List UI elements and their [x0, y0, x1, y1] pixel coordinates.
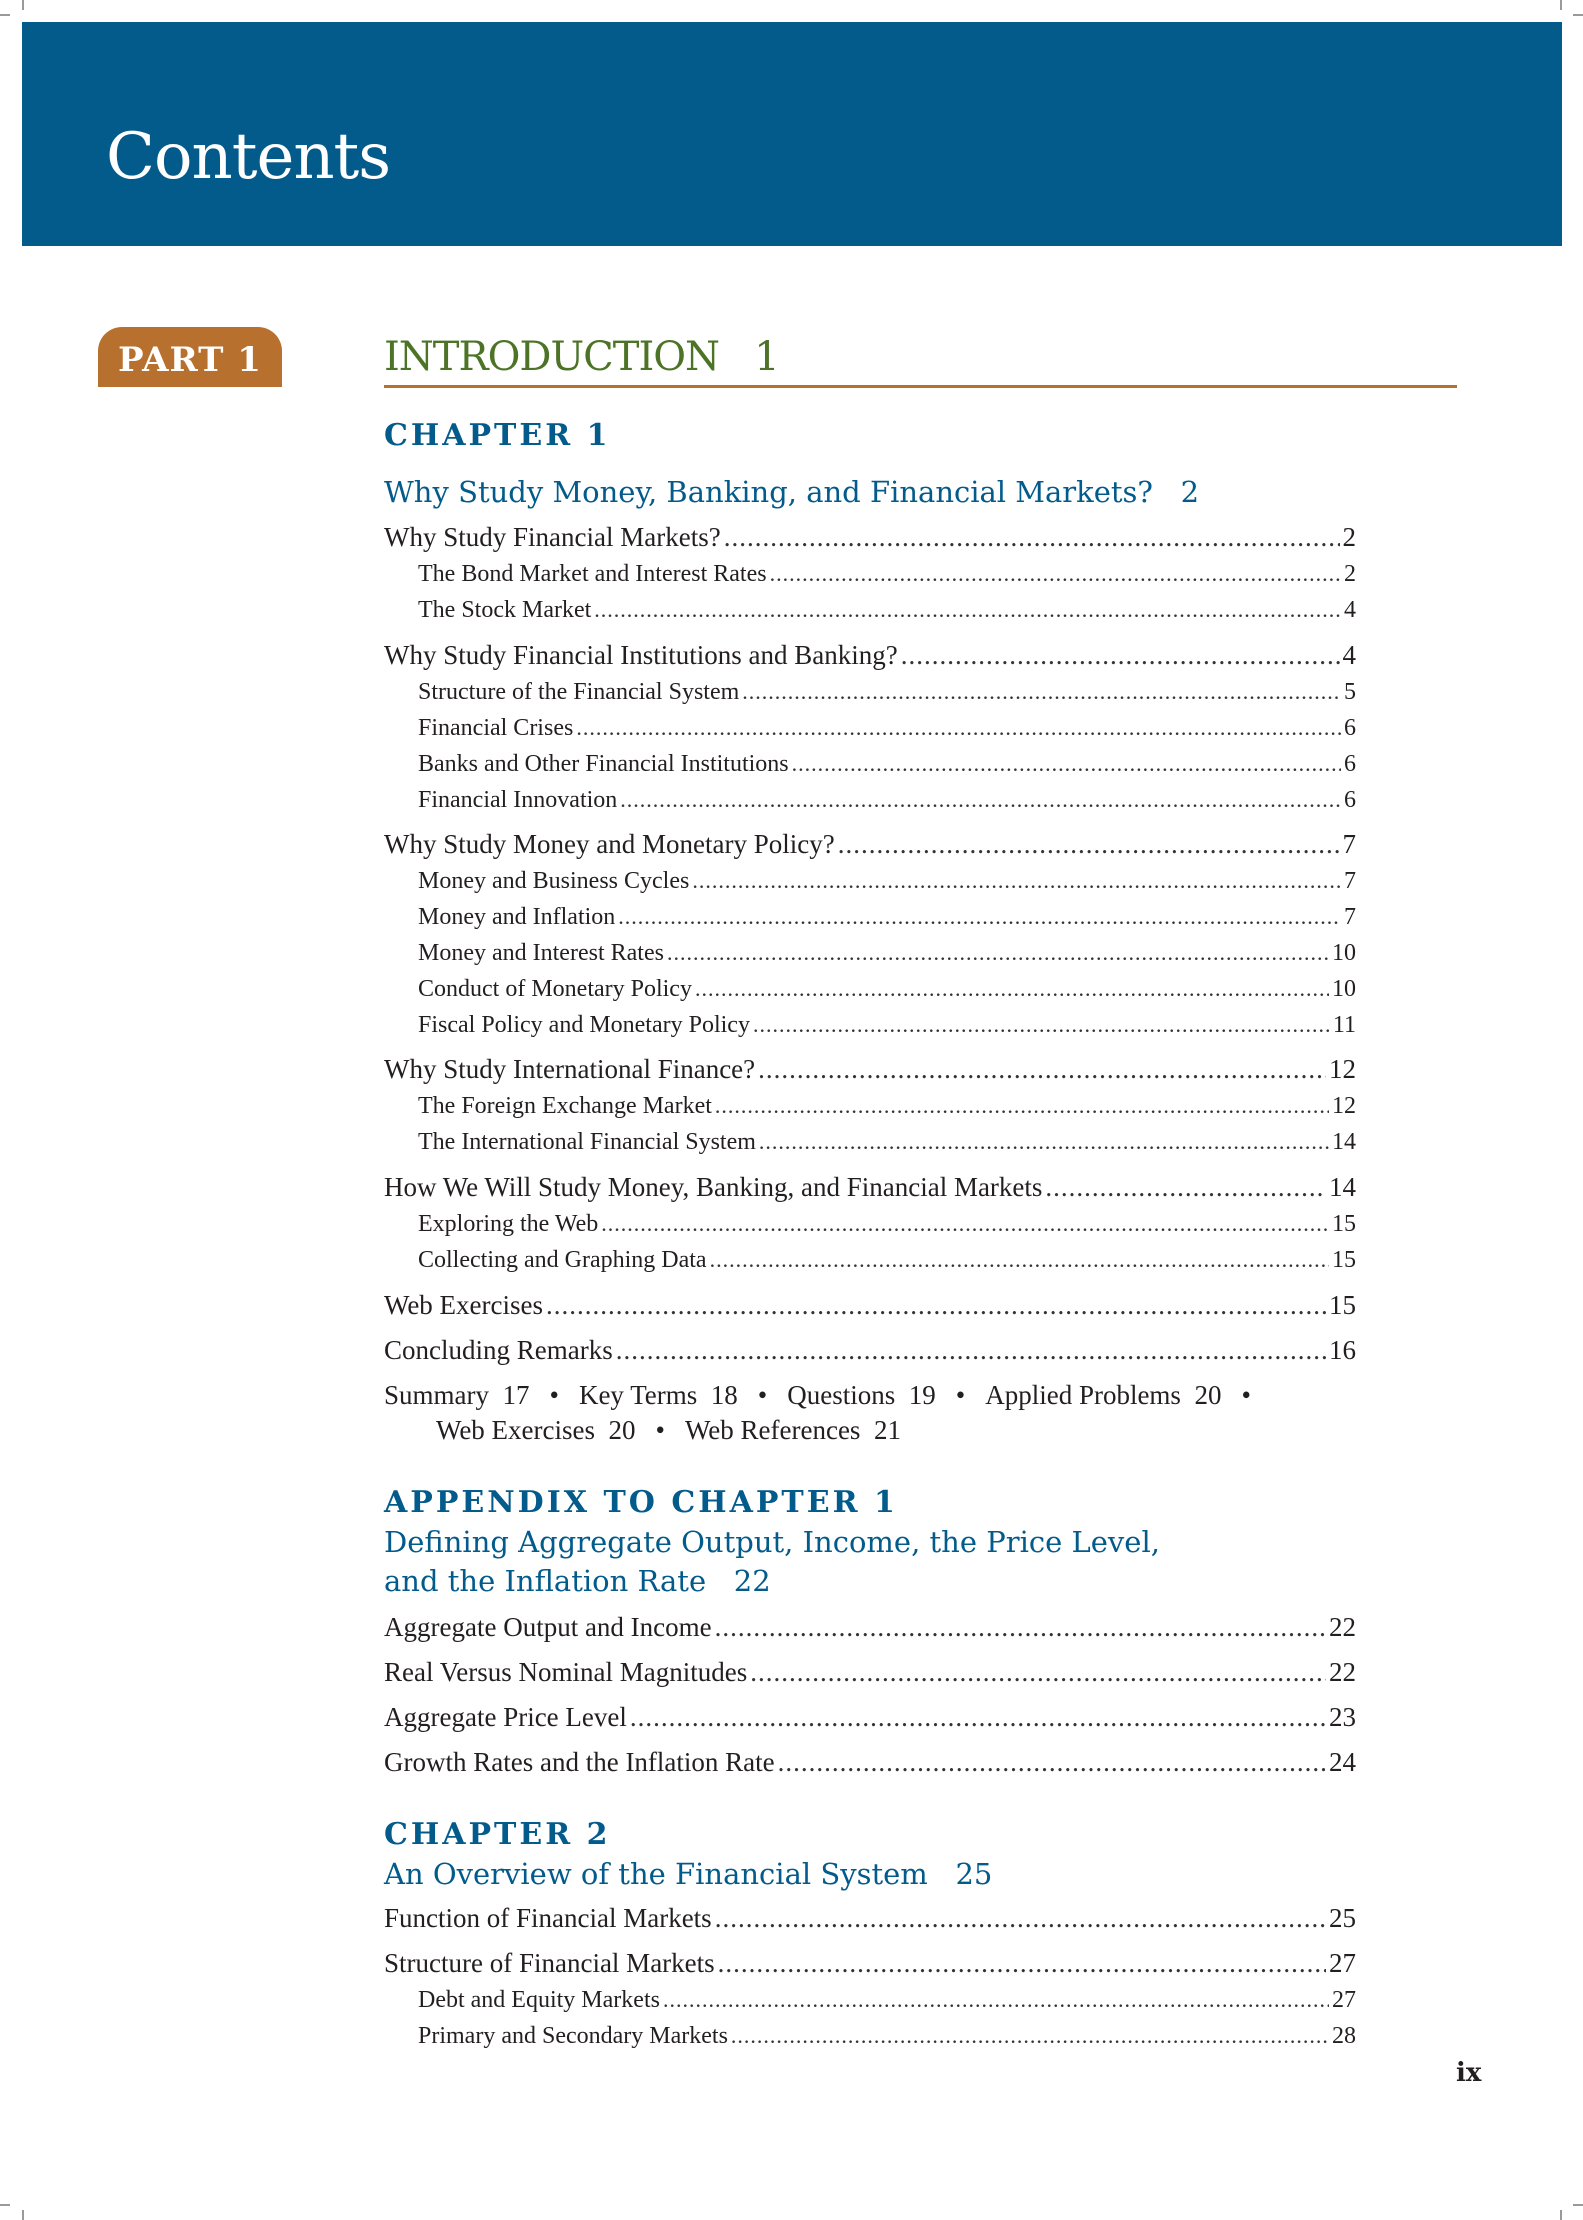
crop-mark [22, 2210, 24, 2220]
toc-entry[interactable] [384, 640, 1356, 671]
toc-entry-text: Concluding Remarks [384, 1335, 613, 1365]
toc-entry-page: 12 [1332, 1093, 1356, 1119]
dot-leader [742, 679, 1341, 706]
end-matter-page: 19 [908, 1380, 936, 1410]
chapter-end-matter [384, 1380, 1271, 1446]
toc-subentry[interactable] [384, 2023, 1356, 2050]
toc-entry-text: The Foreign Exchange Market [418, 1093, 712, 1119]
end-matter-item[interactable] [787, 1380, 936, 1410]
toc-entry-text: Real Versus Nominal Magnitudes [384, 1657, 748, 1687]
dot-leader [630, 1702, 1326, 1733]
toc-entry-page: 6 [1344, 715, 1356, 741]
crop-mark [1560, 2210, 1562, 2220]
dot-leader [838, 829, 1340, 860]
toc-subentry[interactable] [384, 597, 1356, 624]
crop-mark [0, 14, 10, 16]
dot-leader [576, 715, 1341, 742]
toc-subentry[interactable] [384, 1093, 1356, 1120]
toc-entry-page: 16 [1329, 1335, 1356, 1365]
dot-leader [715, 1903, 1326, 1934]
toc-entry-text: Money and Interest Rates [418, 940, 664, 966]
dot-leader [616, 1335, 1326, 1366]
toc-entry-page: 22 [1329, 1612, 1356, 1642]
dot-leader [620, 787, 1341, 814]
dot-leader [750, 1657, 1326, 1688]
bullet-separator: • [1241, 1380, 1251, 1410]
chapter-title-text: Why Study Money, Banking, and Financial Markets? [384, 475, 1153, 509]
toc-entry-page: 2 [1344, 561, 1356, 587]
dot-leader [778, 1747, 1326, 1778]
part-heading [384, 334, 779, 380]
toc-entry-page: 7 [1344, 904, 1356, 930]
end-matter-page: 18 [710, 1380, 738, 1410]
end-matter-text: Summary [384, 1380, 489, 1410]
toc-entry-text: Web Exercises [384, 1290, 544, 1320]
end-matter-item[interactable] [685, 1415, 901, 1445]
end-matter-item[interactable] [436, 1415, 636, 1445]
toc-entry-text: Aggregate Price Level [384, 1702, 627, 1732]
toc-entry-page: 24 [1329, 1747, 1356, 1777]
dot-leader [753, 1012, 1330, 1039]
toc-entry-text: Conduct of Monetary Policy [418, 976, 692, 1002]
toc-entry-text: How We Will Study Money, Banking, and Financial Markets [384, 1172, 1043, 1202]
toc-entry-page: 25 [1329, 1903, 1356, 1933]
appendix-title-page: 22 [733, 1564, 771, 1598]
end-matter-item[interactable] [384, 1380, 530, 1410]
toc-subentry[interactable] [384, 1129, 1356, 1156]
toc-entry-page: 2 [1342, 522, 1356, 552]
dot-leader [663, 1987, 1329, 2014]
toc-entry-page: 10 [1332, 940, 1356, 966]
toc-entry[interactable] [384, 1702, 1356, 1733]
chapter-title-text: An Overview of the Financial System [384, 1857, 928, 1891]
toc-entry-text: Exploring the Web [418, 1211, 599, 1237]
dot-leader [695, 976, 1329, 1003]
toc-entry-text: Money and Inflation [418, 904, 616, 930]
toc-entry-page: 7 [1342, 829, 1356, 859]
end-matter-page: 20 [608, 1415, 636, 1445]
toc-entry-text: Why Study Financial Markets? [384, 522, 721, 552]
toc-entry-text: Fiscal Policy and Monetary Policy [418, 1012, 750, 1038]
toc-entry-page: 27 [1329, 1948, 1356, 1978]
toc-entry-page: 5 [1344, 679, 1356, 705]
toc-entry-page: 15 [1332, 1247, 1356, 1273]
toc-entry-text: Debt and Equity Markets [418, 1987, 660, 2013]
crop-mark [22, 0, 24, 10]
crop-mark [1573, 2204, 1583, 2206]
toc-entry-text: The Stock Market [418, 597, 592, 623]
toc-subentry[interactable] [384, 1211, 1356, 1238]
toc-subentry[interactable] [384, 904, 1356, 931]
toc-entry[interactable] [384, 829, 1356, 860]
toc-entry-text: Why Study Money and Monetary Policy? [384, 829, 835, 859]
toc-entry-page: 6 [1344, 751, 1356, 777]
chapter-title[interactable] [384, 1855, 992, 1894]
toc-entry-text: The International Financial System [418, 1129, 756, 1155]
dot-leader [618, 904, 1341, 931]
toc-subentry[interactable] [384, 1987, 1356, 2014]
end-matter-page: 21 [873, 1415, 901, 1445]
end-matter-text: Web Exercises [436, 1415, 596, 1445]
toc-subentry[interactable] [384, 679, 1356, 706]
toc-entry-text: The Bond Market and Interest Rates [418, 561, 767, 587]
appendix-title-line2: and the Inflation Rate [384, 1564, 707, 1598]
toc-entry[interactable] [384, 1054, 1356, 1085]
toc-entry-page: 7 [1344, 868, 1356, 894]
toc-entry-text: Why Study International Finance? [384, 1054, 756, 1084]
toc-entry-page: 22 [1329, 1657, 1356, 1687]
toc-entry-page: 10 [1332, 976, 1356, 1002]
dot-leader [692, 868, 1341, 895]
toc-entry-page: 28 [1332, 2023, 1356, 2049]
toc-entry[interactable] [384, 522, 1356, 553]
appendix-label: APPENDIX TO CHAPTER 1 [384, 1485, 898, 1520]
dot-leader [718, 1948, 1326, 1979]
dot-leader [1045, 1172, 1326, 1203]
page-number: ix [1456, 2058, 1482, 2088]
toc-entry-text: Why Study Financial Institutions and Banking? [384, 640, 898, 670]
toc-entry-text: Primary and Secondary Markets [418, 2023, 728, 2049]
toc-entry-page: 11 [1332, 1012, 1356, 1038]
dot-leader [710, 1247, 1329, 1274]
dot-leader [759, 1129, 1329, 1156]
dot-leader [792, 751, 1341, 778]
end-matter-text: Key Terms [578, 1380, 698, 1410]
dot-leader [601, 1211, 1329, 1238]
bullet-separator: • [655, 1415, 665, 1445]
appendix-title[interactable] [384, 1523, 1160, 1601]
toc-subentry[interactable] [384, 715, 1356, 742]
toc-entry-text: Banks and Other Financial Institutions [418, 751, 789, 777]
end-matter-item[interactable] [579, 1380, 738, 1410]
toc-entry-text: Structure of Financial Markets [384, 1948, 715, 1978]
toc-entry-text: Money and Business Cycles [418, 868, 690, 894]
toc-subentry[interactable] [384, 1012, 1356, 1039]
part-page: 1 [754, 334, 779, 380]
toc-entry-page: 6 [1344, 787, 1356, 813]
chapter-title-page: 25 [955, 1857, 993, 1891]
toc-entry[interactable] [384, 1612, 1356, 1643]
part-title: INTRODUCTION [384, 334, 720, 380]
crop-mark [1560, 0, 1562, 10]
toc-entry-text: Function of Financial Markets [384, 1903, 712, 1933]
toc-entry[interactable] [384, 1335, 1356, 1366]
dot-leader [770, 561, 1341, 588]
toc-entry-text: Structure of the Financial System [418, 679, 740, 705]
toc-entry-page: 27 [1332, 1987, 1356, 2013]
toc-entry-text: Collecting and Graphing Data [418, 1247, 707, 1273]
toc-entry-page: 14 [1329, 1172, 1356, 1202]
toc-entry[interactable] [384, 1903, 1356, 1934]
part-rule [384, 385, 1457, 388]
toc-entry-page: 15 [1329, 1290, 1356, 1320]
toc-entry-page: 4 [1342, 640, 1356, 670]
toc-entry-text: Aggregate Output and Income [384, 1612, 712, 1642]
toc-entry[interactable] [384, 1948, 1356, 1979]
toc-entry-text: Financial Crises [418, 715, 574, 741]
dot-leader [901, 640, 1340, 671]
toc-entry[interactable] [384, 1657, 1356, 1688]
toc-entry-page: 12 [1329, 1054, 1356, 1084]
toc-entry-page: 15 [1332, 1211, 1356, 1237]
end-matter-text: Applied Problems [985, 1380, 1181, 1410]
toc-subentry[interactable] [384, 561, 1356, 588]
toc-entry[interactable] [384, 1290, 1356, 1321]
dot-leader [594, 597, 1341, 624]
dot-leader [715, 1612, 1326, 1643]
chapter-title-page: 2 [1180, 475, 1200, 509]
bullet-separator: • [955, 1380, 966, 1410]
toc-entry-text: Growth Rates and the Inflation Rate [384, 1747, 775, 1777]
crop-mark [0, 2204, 10, 2206]
dot-leader [758, 1054, 1326, 1085]
end-matter-text: Questions [787, 1380, 896, 1410]
end-matter-page: 20 [1194, 1380, 1222, 1410]
bullet-separator: • [549, 1380, 559, 1410]
toc-entry-page: 4 [1344, 597, 1356, 623]
end-matter-page: 17 [502, 1380, 530, 1410]
end-matter-text: Web References [684, 1415, 861, 1445]
dot-leader [724, 522, 1340, 553]
crop-mark [1573, 14, 1583, 16]
dot-leader [715, 1093, 1329, 1120]
toc-subentry[interactable] [384, 1247, 1356, 1274]
page-title: Contents [106, 120, 391, 194]
toc-subentry[interactable] [384, 976, 1356, 1003]
toc-entry-page: 14 [1332, 1129, 1356, 1155]
appendix-title-line1: Defining Aggregate Output, Income, the Price Level, [384, 1525, 1160, 1559]
toc-entry[interactable] [384, 1747, 1356, 1778]
toc-subentry[interactable] [384, 868, 1356, 895]
chapter-label: CHAPTER 1 [384, 418, 611, 453]
toc-subentry[interactable] [384, 787, 1356, 814]
dot-leader [731, 2023, 1329, 2050]
toc-subentry[interactable] [384, 940, 1356, 967]
part-tab: PART 1 [98, 327, 282, 387]
toc-entry-page: 23 [1329, 1702, 1356, 1732]
bullet-separator: • [757, 1380, 768, 1410]
chapter-title[interactable] [384, 473, 1199, 512]
dot-leader [667, 940, 1329, 967]
toc-entry[interactable] [384, 1172, 1356, 1203]
toc-entry-text: Financial Innovation [418, 787, 618, 813]
dot-leader [546, 1290, 1326, 1321]
chapter-label: CHAPTER 2 [384, 1817, 611, 1852]
toc-subentry[interactable] [384, 751, 1356, 778]
end-matter-item[interactable] [985, 1380, 1221, 1410]
